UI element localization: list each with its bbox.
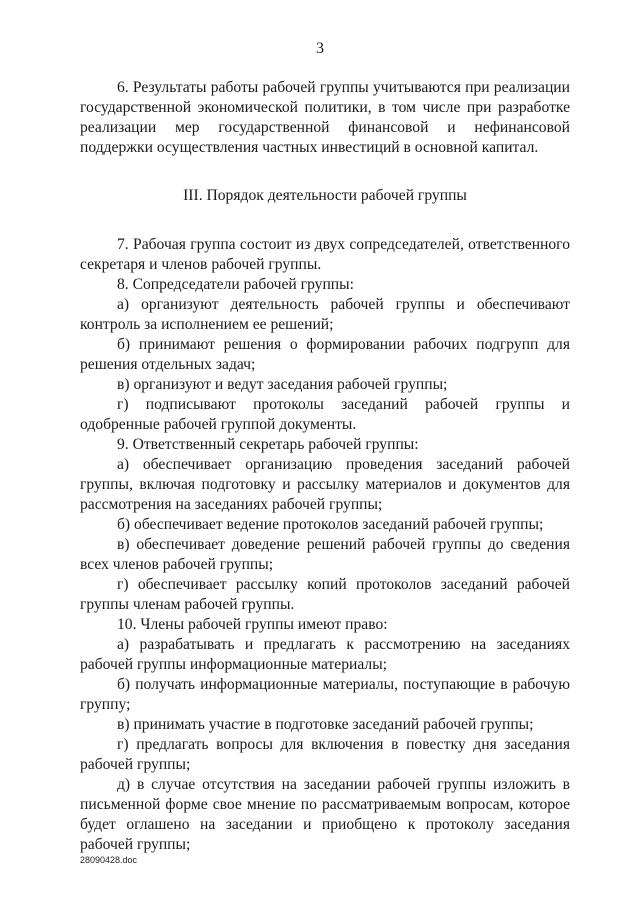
footer-filename: 28090428.doc	[80, 855, 138, 865]
paragraph-8a: а) организуют деятельность рабочей группы и обеспечивают контроль за исполнением ее решений;	[80, 296, 570, 333]
paragraph-10d: д) в случае отсутствия на заседании рабочей группы изложить в письменной форме свое мнение по рассматриваемым вопросам, которое будет оглашено на заседании и приобщено к протоколу заседания рабочей группы;	[80, 776, 570, 853]
document-body	[80, 78, 570, 855]
section-heading: III. Порядок деятельности рабочей группы	[183, 187, 467, 204]
paragraph-9b: б) обеспечивает ведение протоколов заседаний рабочей группы;	[117, 516, 544, 533]
paragraph-9v: в) обеспечивает доведение решений рабочей группы до сведения всех членов рабочей группы;	[80, 536, 570, 573]
paragraph-10: 10. Члены рабочей группы имеют право:	[117, 616, 388, 633]
paragraph-7: 7. Рабочая группа состоит из двух сопредседателей, ответственного секретаря и членов рабочей группы.	[80, 236, 570, 273]
paragraph-8: 8. Сопредседатели рабочей группы:	[117, 276, 354, 293]
paragraph-9g: г) обеспечивает рассылку копий протоколов заседаний рабочей группы членам рабочей группы.	[80, 576, 570, 613]
paragraph-10g: г) предлагать вопросы для включения в повестку дня заседания рабочей группы;	[80, 736, 570, 773]
paragraph-6: 6. Результаты работы рабочей группы учитываются при реализации государственной экономической политики, в том числе при разработке реализации мер государственной финансовой и нефинансовой поддержки осуществления частных инвестиций в основной капитал.	[80, 79, 570, 156]
paragraph-9a: а) обеспечивает организацию проведения заседаний рабочей группы, включая подготовку и рассылку материалов и документов для рассмотрения на заседаниях рабочей группы;	[80, 456, 570, 513]
paragraph-10a: а) разрабатывать и предлагать к рассмотрению на заседаниях рабочей группы информационные материалы;	[80, 636, 570, 673]
page-number: 3	[316, 40, 324, 57]
paragraph-9: 9. Ответственный секретарь рабочей группы:	[117, 436, 419, 453]
paragraph-10v: в) принимать участие в подготовке заседаний рабочей группы;	[117, 716, 534, 733]
paragraph-8b: б) принимают решения о формировании рабочих подгрупп для решения отдельных задач;	[80, 336, 570, 373]
paragraph-8v: в) организуют и ведут заседания рабочей группы;	[117, 376, 448, 393]
paragraph-10b: б) получать информационные материалы, поступающие в рабочую группу;	[80, 676, 570, 713]
paragraph-8g: г) подписывают протоколы заседаний рабочей группы и одобренные рабочей группой документы.	[80, 396, 570, 433]
